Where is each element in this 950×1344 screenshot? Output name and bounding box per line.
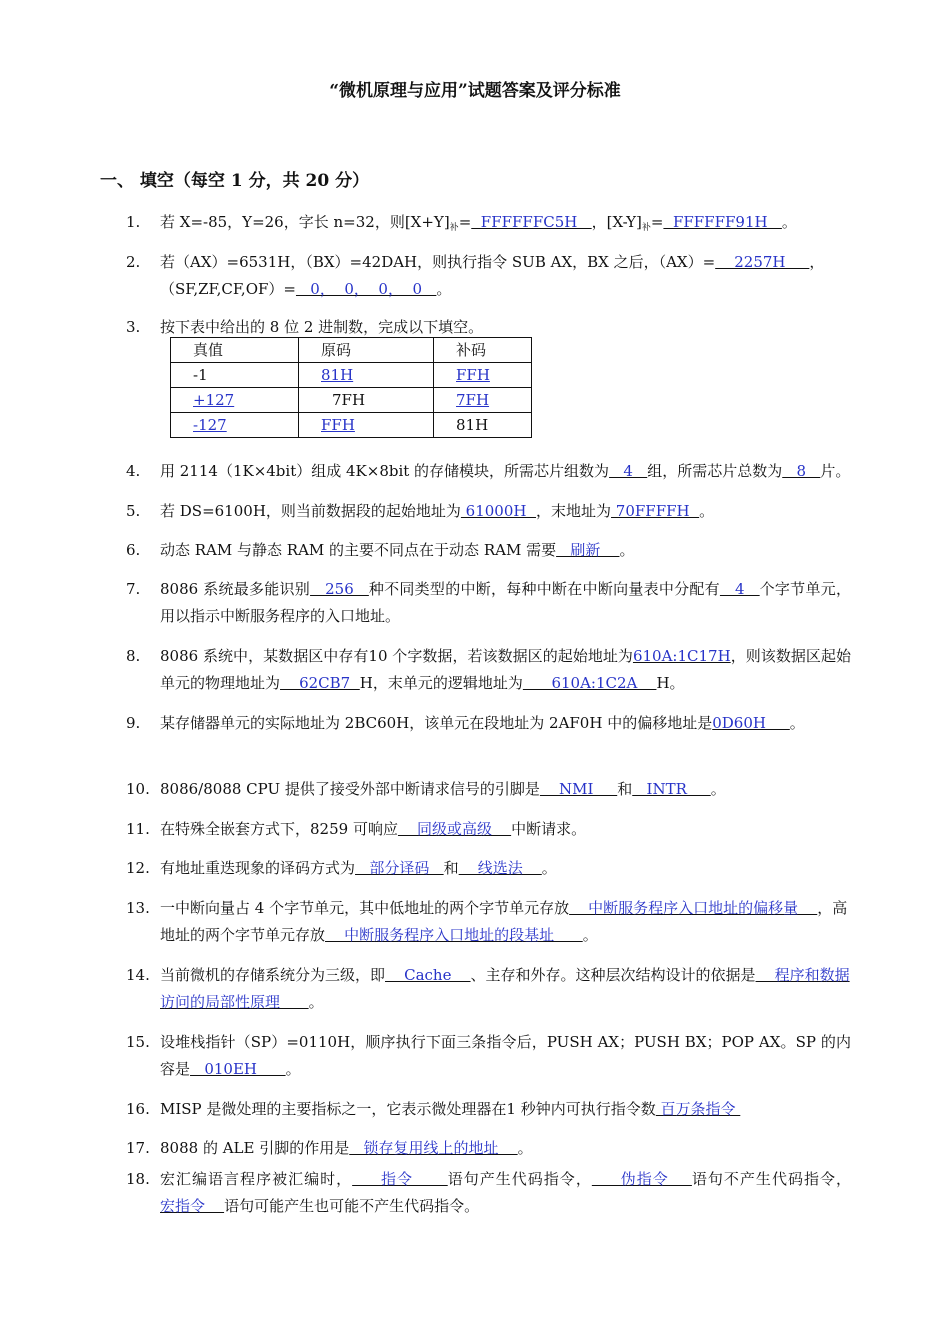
question-text: 。 — [699, 502, 715, 520]
question-text: ，（SF,ZF,CF,OF）= — [160, 253, 825, 298]
question-number: 1. — [126, 213, 141, 231]
question-12 — [126, 855, 851, 882]
answer-blank: 同级或高级 — [397, 820, 512, 838]
question-text: 组，所需芯片总数为 — [647, 462, 783, 480]
question-text: 在特殊全嵌套方式下，8259 可响应 — [160, 820, 398, 838]
binary-table — [170, 337, 532, 438]
answer-blank: 8 — [782, 462, 821, 480]
question-number: 4. — [126, 462, 141, 480]
question-text: 中断请求。 — [511, 820, 587, 838]
question-text: 。 — [619, 541, 635, 559]
question-text: 宏汇编语言程序被汇编时， — [160, 1170, 353, 1188]
answer-blank: 中断服务程序入口地址的段基址 — [325, 926, 583, 944]
subscript: 补 — [449, 223, 459, 233]
question-number: 17. — [126, 1139, 150, 1157]
question-number: 8. — [126, 647, 141, 665]
question-13 — [126, 895, 851, 949]
answer-blank: 4 — [609, 462, 648, 480]
question-text: 8086 系统最多能识别 — [160, 580, 311, 598]
question-14 — [126, 962, 851, 1016]
question-number: 9. — [126, 714, 141, 732]
question-text: 和 — [443, 859, 459, 877]
question-text: 语句产生代码指令， — [447, 1170, 592, 1188]
answer-blank: 部分译码 — [355, 859, 444, 877]
question-text: 某存储器单元的实际地址为 2BC60H，该单元在段地址为 2AF0H 中的偏移地址是 — [160, 714, 713, 732]
answer-blank: 指令 — [352, 1170, 448, 1188]
subscript: 补 — [641, 223, 651, 233]
question-5 — [126, 498, 851, 525]
question-15 — [126, 1029, 851, 1083]
question-text: ，高地址的两个字节单元存放 — [160, 899, 848, 944]
question-number: 16. — [126, 1100, 150, 1118]
answer-blank: 百万条指令 — [655, 1100, 741, 1118]
column-header: 真值 — [171, 338, 299, 363]
table-cell: 7FH — [299, 388, 434, 413]
question-text: 语句不产生代码指令， — [691, 1170, 851, 1188]
question-number: 14. — [126, 966, 150, 984]
table-row — [171, 388, 532, 413]
question-text: ，末地址为 — [536, 502, 612, 520]
question-2 — [126, 249, 851, 303]
question-number: 6. — [126, 541, 141, 559]
question-text: 。 — [517, 1139, 533, 1157]
answer-blank: 中断服务程序入口地址的偏移量 — [569, 899, 818, 917]
question-number: 18. — [126, 1170, 150, 1188]
question-text: 。 — [285, 1060, 301, 1078]
question-text: 。 — [781, 213, 797, 231]
question-text: 。 — [582, 926, 598, 944]
answer-blank: 宏指令 — [160, 1197, 225, 1215]
answer-cell: +127 — [193, 391, 235, 409]
question-text: 设堆栈指针（SP）=0110H，顺序执行下面三条指令后，PUSH AX；PUSH BX；POP AX。SP 的内容是 — [160, 1033, 851, 1078]
answer-blank: Cache — [385, 966, 471, 984]
answer-blank: 伪指令 — [591, 1170, 692, 1188]
question-text: ，[X-Y] — [591, 213, 642, 231]
answer-blank: 刷新 — [556, 541, 620, 559]
question-text: 按下表中给出的 8 位 2 进制数，完成以下填空。 — [160, 318, 484, 336]
table-row — [171, 363, 532, 388]
answer-cell: FFH — [456, 366, 490, 384]
answer-cell: -127 — [193, 416, 227, 434]
question-text: 用 2114（1K×4bit）组成 4K×8bit 的存储模块，所需芯片组数为 — [160, 462, 610, 480]
answer-blank: NMI — [539, 780, 618, 798]
question-number: 13. — [126, 899, 150, 917]
answer-blank: 线选法 — [458, 859, 542, 877]
answer-blank: FFFFFF91H — [663, 213, 782, 231]
question-text: 、主存和外存。这种层次结构设计的依据是 — [470, 966, 756, 984]
question-text: = — [458, 213, 472, 231]
question-number: 7. — [126, 580, 141, 598]
question-text: 若（AX）=6531H，（BX）=42DAH，则执行指令 SUB AX，BX 之后，（AX）= — [160, 253, 716, 271]
answer-cell: 81H — [321, 366, 354, 384]
question-8 — [126, 643, 851, 697]
question-text: 8088 的 ALE 引脚的作用是 — [160, 1139, 350, 1157]
question-16 — [126, 1096, 851, 1123]
question-text: H。 — [656, 674, 685, 692]
question-9 — [126, 710, 851, 737]
question-17 — [126, 1135, 851, 1162]
question-text: 和 — [617, 780, 633, 798]
question-text: 若 DS=6100H，则当前数据段的起始地址为 — [160, 502, 461, 520]
document-title: “微机原理与应用”试题答案及评分标准 — [329, 81, 621, 101]
column-header: 补码 — [434, 338, 532, 363]
question-text: H，末单元的逻辑地址为 — [359, 674, 523, 692]
answer-blank: 程序和数据访问的局部性原理 — [160, 966, 850, 1011]
question-text: 8086/8088 CPU 提供了接受外部中断请求信号的引脚是 — [160, 780, 540, 798]
question-number: 3. — [126, 318, 141, 336]
question-text: 若 X=-85，Y=26，字长 n=32，则[X+Y] — [160, 213, 450, 231]
question-text: 语句可能产生也可能不产生代码指令。 — [224, 1197, 480, 1215]
question-text: 。 — [710, 780, 726, 798]
answer-blank: 010EH — [190, 1060, 286, 1078]
question-text: = — [650, 213, 664, 231]
table-cell: 81H — [434, 413, 532, 438]
answer-blank: 锁存复用线上的地址 — [349, 1139, 518, 1157]
question-text: 8086 系统中，某数据区中存有10 个字数据，若该数据区的起始地址为 — [160, 647, 633, 665]
question-number: 12. — [126, 859, 150, 877]
section-heading: 一、 填空（每空 1 分，共 20 分） — [100, 171, 370, 191]
question-1 — [126, 209, 851, 242]
answer-blank: 4 — [719, 580, 760, 598]
answer-blank: 2257H — [715, 253, 810, 271]
question-6 — [126, 537, 851, 564]
answer-blank: 0， 0， 0， 0 — [295, 280, 437, 298]
question-text: 。 — [541, 859, 557, 877]
question-7 — [126, 576, 851, 630]
question-18 — [126, 1166, 851, 1220]
table-cell: -1 — [171, 363, 299, 388]
question-number: 10. — [126, 780, 150, 798]
table-header-row — [171, 338, 532, 363]
question-text: 当前微机的存储系统分为三级，即 — [160, 966, 386, 984]
question-number: 2. — [126, 253, 141, 271]
question-4 — [126, 458, 851, 485]
answer-blank: 62CB7 — [280, 674, 360, 692]
question-text: 有地址重迭现象的译码方式为 — [160, 859, 356, 877]
question-text: 。 — [436, 280, 452, 298]
question-text: 。 — [308, 993, 324, 1011]
question-number: 5. — [126, 502, 141, 520]
answer-blank: 610A:1C17H — [632, 647, 731, 665]
question-text: 。 — [789, 714, 805, 732]
answer-blank: INTR — [632, 780, 711, 798]
question-text: ，则该数据区起始单元的物理地址为 — [160, 647, 851, 692]
answer-blank: 70FFFFH — [611, 502, 700, 520]
question-10 — [126, 776, 851, 803]
question-text: MISP 是微处理的主要指标之一，它表示微处理器在1 秒钟内可执行指令数 — [160, 1100, 656, 1118]
question-text: 种不同类型的中断，每种中断在中断向量表中分配有 — [368, 580, 720, 598]
answer-cell: 7FH — [456, 391, 490, 409]
column-header: 原码 — [299, 338, 434, 363]
question-number: 11. — [126, 820, 150, 838]
question-text: 个字节单元，用以指示中断服务程序的入口地址。 — [160, 580, 851, 625]
question-text: 动态 RAM 与静态 RAM 的主要不同点在于动态 RAM 需要 — [160, 541, 557, 559]
question-number: 15. — [126, 1033, 150, 1051]
answer-cell: FFH — [321, 416, 355, 434]
answer-blank: 0D60H — [712, 714, 790, 732]
answer-blank: FFFFFFC5H — [471, 213, 592, 231]
question-text: 一中断向量占 4 个字节单元，其中低地址的两个字节单元存放 — [160, 899, 570, 917]
answer-blank: 256 — [310, 580, 369, 598]
answer-blank: 61000H — [460, 502, 537, 520]
table-row — [171, 413, 532, 438]
question-text: 片。 — [820, 462, 851, 480]
answer-blank: 610A:1C2A — [522, 674, 657, 692]
question-11 — [126, 816, 851, 843]
